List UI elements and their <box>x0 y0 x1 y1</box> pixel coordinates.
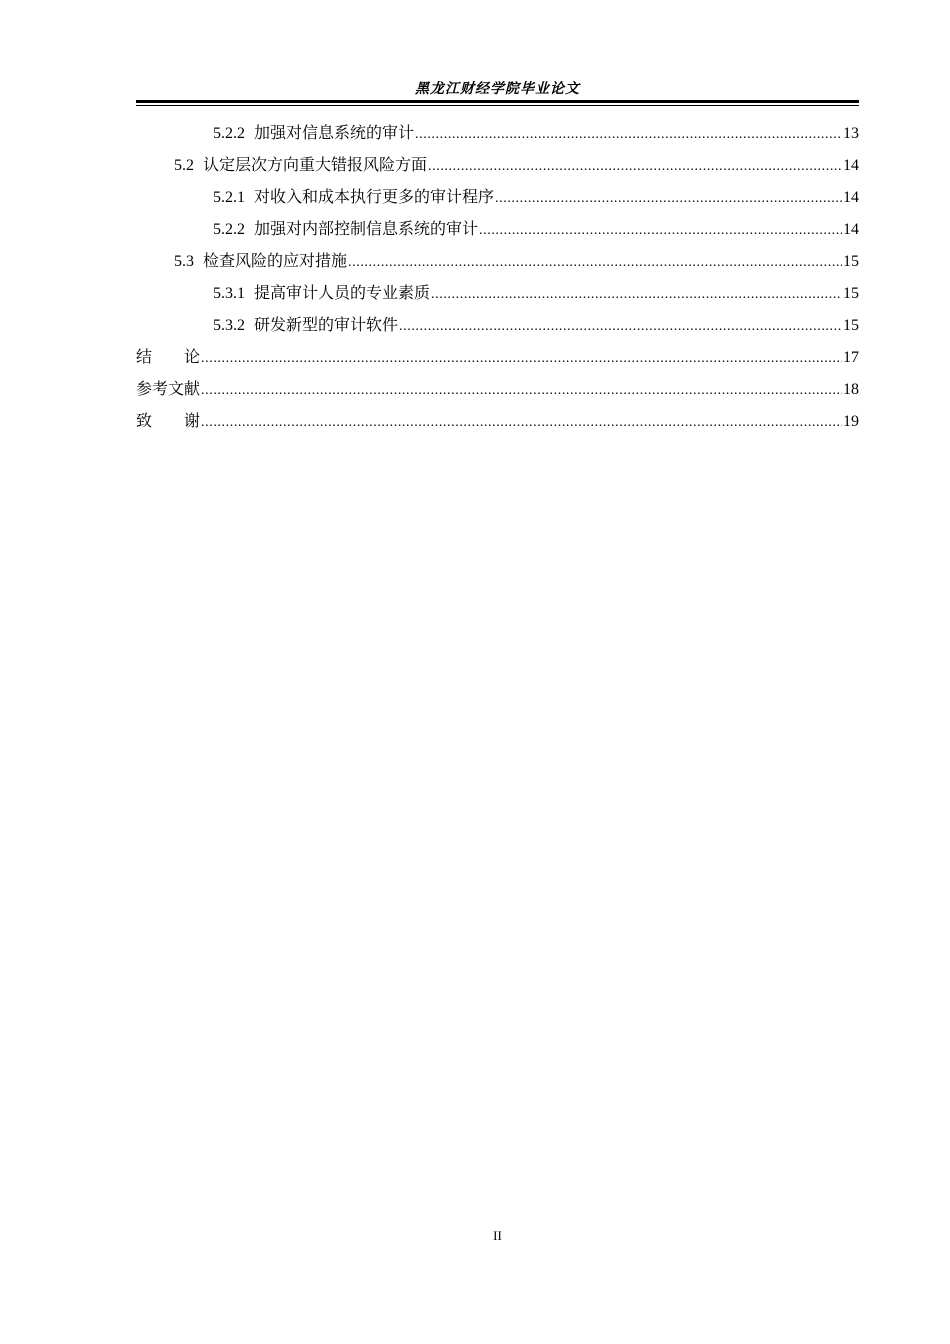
toc-entry-title: 致 谢 <box>136 411 201 430</box>
toc-entry-title: 认定层次方向重大错报风险方面 <box>203 155 428 174</box>
toc-entry-page: 15 <box>843 253 859 270</box>
toc-entry-page: 14 <box>843 221 859 238</box>
toc-entry[interactable] <box>136 277 859 309</box>
toc-entry-acknowledgements[interactable] <box>136 405 859 437</box>
toc-entry-title: 加强对信息系统的审计 <box>254 123 415 142</box>
toc-dot-leader <box>201 407 842 439</box>
toc-dot-leader <box>348 247 842 279</box>
toc-entry-page: 13 <box>843 125 859 142</box>
header-rule-thick <box>136 100 859 103</box>
toc-entry-title: 对收入和成本执行更多的审计程序 <box>254 187 495 206</box>
toc-entry-page: 17 <box>843 349 859 366</box>
toc-entry-title: 提高审计人员的专业素质 <box>254 283 431 302</box>
table-of-contents <box>136 117 859 437</box>
toc-entry-title: 检查风险的应对措施 <box>203 251 348 270</box>
toc-entry-title: 研发新型的审计软件 <box>254 315 399 334</box>
toc-entry-page: 14 <box>843 157 859 174</box>
header-rule-thin <box>136 105 859 106</box>
toc-entry-number: 5.3.2 <box>213 317 245 334</box>
toc-entry-title: 结 论 <box>136 347 201 366</box>
toc-entry-number: 5.3 <box>174 253 194 270</box>
running-header-title: 黑龙江财经学院毕业论文 <box>415 81 580 97</box>
toc-entry[interactable] <box>136 117 859 149</box>
toc-dot-leader <box>428 151 842 183</box>
toc-entry-page: 19 <box>843 413 859 430</box>
toc-dot-leader <box>201 343 842 375</box>
toc-entry-number: 5.2.2 <box>213 125 245 142</box>
toc-entry-number: 5.3.1 <box>213 285 245 302</box>
toc-entry-title: 参考文献 <box>136 379 201 398</box>
toc-entry[interactable] <box>136 309 859 341</box>
page-number: II <box>493 1228 502 1243</box>
toc-dot-leader <box>201 375 842 407</box>
toc-entry-title: 加强对内部控制信息系统的审计 <box>254 219 479 238</box>
toc-dot-leader <box>479 215 842 247</box>
toc-entry[interactable] <box>136 149 859 181</box>
toc-dot-leader <box>431 279 842 311</box>
toc-entry-number: 5.2.1 <box>213 189 245 206</box>
toc-entry-page: 14 <box>843 189 859 206</box>
toc-entry[interactable] <box>136 245 859 277</box>
toc-entry-page: 15 <box>843 317 859 334</box>
toc-entry-page: 15 <box>843 285 859 302</box>
toc-entry[interactable] <box>136 181 859 213</box>
toc-entry-number: 5.2.2 <box>213 221 245 238</box>
toc-dot-leader <box>415 119 842 151</box>
toc-entry[interactable] <box>136 213 859 245</box>
toc-dot-leader <box>495 183 842 215</box>
toc-entry-number: 5.2 <box>174 157 194 174</box>
toc-entry-page: 18 <box>843 381 859 398</box>
toc-dot-leader <box>399 311 842 343</box>
toc-entry-conclusion[interactable] <box>136 341 859 373</box>
toc-entry-references[interactable] <box>136 373 859 405</box>
